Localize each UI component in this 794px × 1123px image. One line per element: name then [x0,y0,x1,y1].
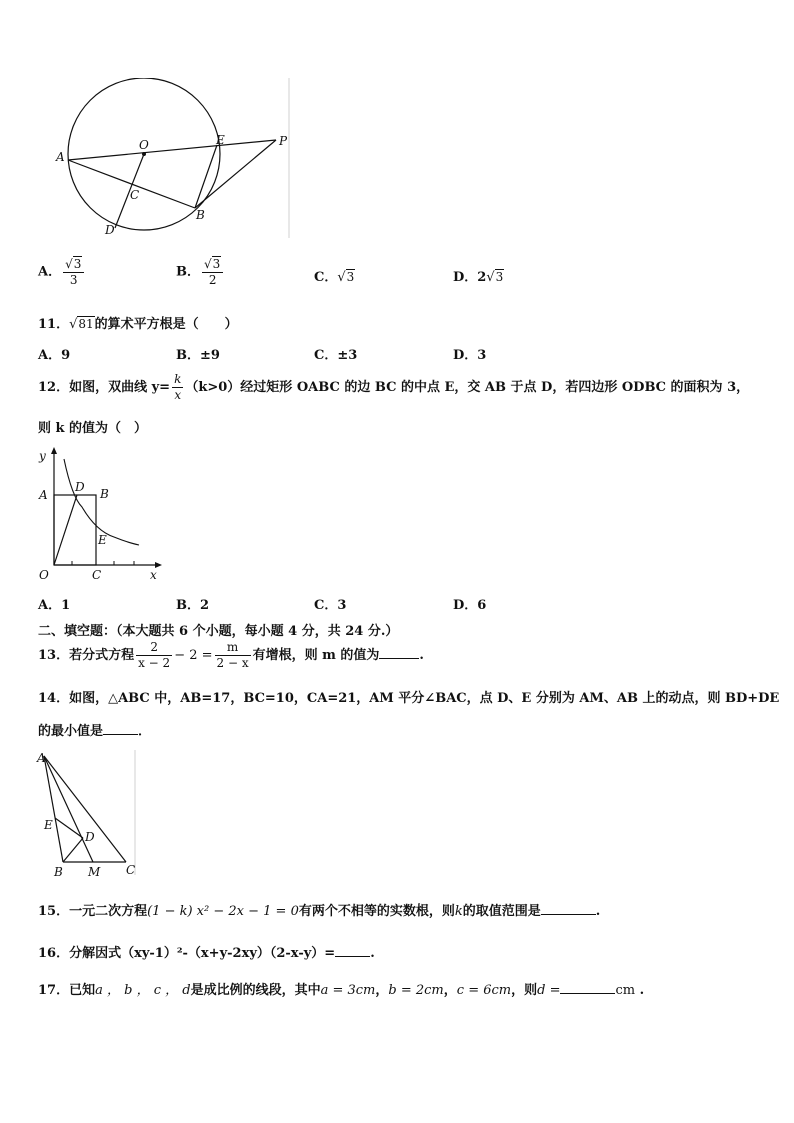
label-B: B [196,208,205,222]
q10-option-b: B． $\frac{√3}{2}$ [176,256,225,288]
q13-stem: 13．若分式方程 $\frac{2}{x - 2}$ − 2 = $\frac{m}{2 - x}$ 有增根，则 m 的值为 . [38,640,424,670]
q15-stem: 15．一元二次方程(1 − k) x² − 2x − 1 = 0有两个不相等的实数根，则k的取值范围是 . [38,904,601,919]
label-C: C [130,188,140,202]
q13-answer-blank[interactable] [379,646,419,659]
label-C: C [126,863,136,877]
q11-option-d: D．3 [453,348,487,363]
q12-option-a: A．1 [38,598,71,613]
q12-stem-line1: 12．如图，双曲线 y= $\frac{k}{x}$ （k>0）经过矩形 OABC 的边 BC 的中点 E，交 AB 于点 D，若四边形 ODBC 的面积为 3， [38,372,750,402]
circle-figure [50,78,295,243]
q10-option-a: A． $\frac{√3}{3}$ [38,256,86,288]
triangle-figure [34,750,144,880]
label-P: P [279,134,288,148]
q17-stem: 17．已知a ， b ， c ， d是成比例的线段，其中a = 3cm，b = 2cm，c = 6cm，则d = cm . [38,983,645,998]
q12-option-c: C．3 [314,598,347,613]
label-C: C [92,568,102,582]
q12-option-d: D．6 [453,598,487,613]
q11-stem: 11．√81的算术平方根是（ ） [38,317,238,332]
q15-answer-blank[interactable] [541,902,596,915]
label-B: B [100,487,109,501]
q10-option-d: D．2√3 [453,270,504,285]
q10-option-c: C．√3 [314,270,355,285]
label-B: B [54,865,63,879]
label-A: A [39,488,48,502]
q14-answer-blank[interactable] [103,722,138,735]
q16-answer-blank[interactable] [335,944,370,957]
hyperbola-figure [34,445,169,585]
label-x: x [150,568,157,582]
label-M: M [88,865,101,879]
q11-option-c: C．±3 [314,348,358,363]
q16-stem: 16．分解因式（xy-1）²-（x+y-2xy）（2-x-y）= . [38,946,375,961]
q12-option-b: B．2 [176,598,210,613]
q14-line1: 14．如图，△ABC 中，AB=17，BC=10，CA=21，AM 平分∠BAC，点 D、E 分别为 AM、AB 上的动点，则 BD+DE [38,691,780,706]
section-title: 二、填空题：（本大题共 6 个小题，每小题 4 分，共 24 分.） [38,624,399,639]
label-E: E [216,133,225,147]
label-A: A [56,150,65,164]
q11-option-b: B．±9 [176,348,220,363]
label-A: A [37,751,46,765]
q14-line2: 的最小值是 ． [38,724,152,739]
q17-answer-blank[interactable] [560,981,615,994]
label-D: D [75,480,85,494]
label-E: E [98,533,107,547]
label-O: O [139,138,149,152]
q11-option-a: A．9 [38,348,71,363]
label-y: y [39,449,46,463]
label-E: E [44,818,53,832]
q12-stem-line2: 则 k 的值为（ ） [38,421,148,436]
label-D: D [105,223,115,237]
label-O: O [39,568,49,582]
label-D: D [85,830,95,844]
